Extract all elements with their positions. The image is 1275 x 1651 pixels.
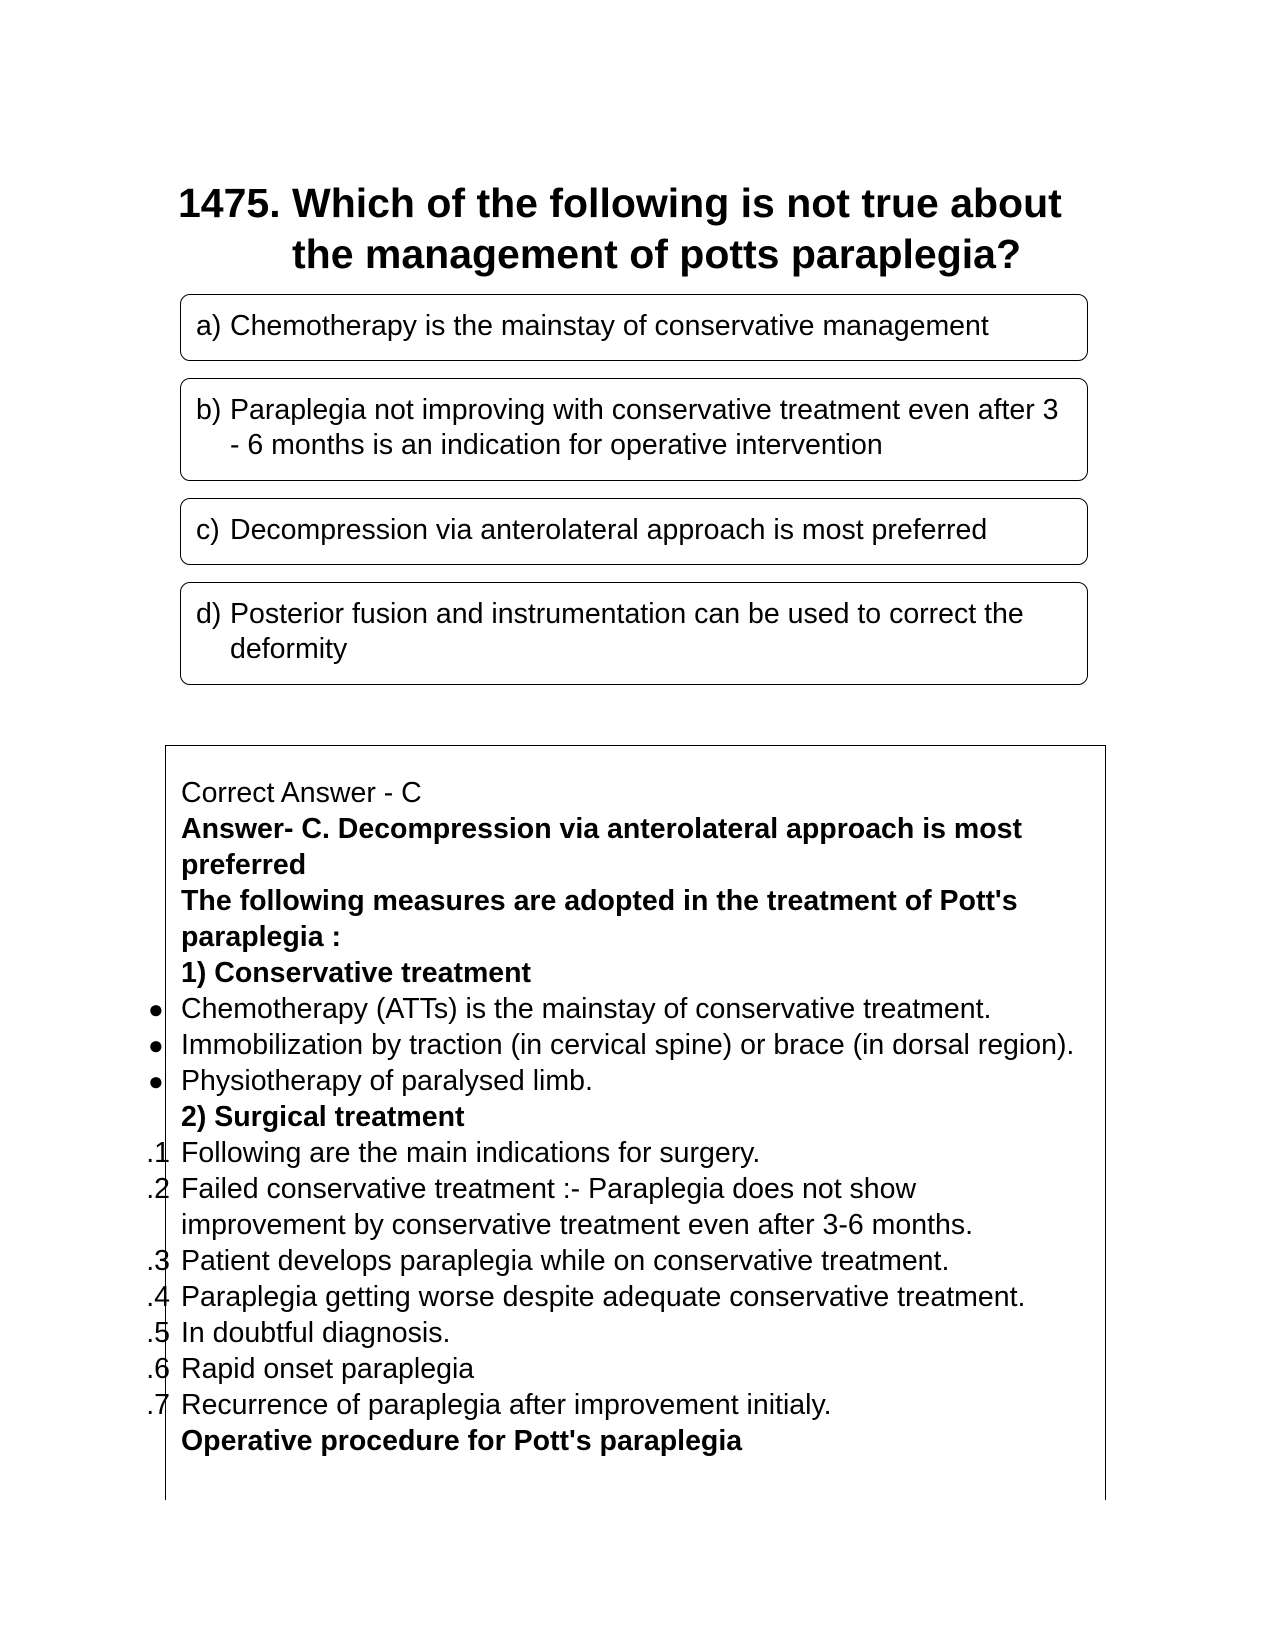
list-number: 6.	[146, 1353, 170, 1385]
option-d[interactable]	[180, 582, 1088, 685]
list-item-text: Paraplegia getting worse despite adequate conservative treatment.	[181, 1281, 1026, 1313]
list-item-text: Chemotherapy (ATTs) is the mainstay of conservative treatment.	[181, 993, 992, 1025]
list-item	[146, 1315, 1086, 1351]
option-text: Chemotherapy is the mainstay of conservative management	[230, 310, 989, 342]
list-number: 4.	[146, 1281, 170, 1313]
explanation-intro: The following measures are adopted in the treatment of Pott's paraplegia :	[181, 885, 1018, 953]
list-item	[146, 1171, 1086, 1243]
option-c[interactable]	[180, 498, 1088, 565]
option-letter: c)	[196, 514, 220, 546]
question-number: 1475.	[178, 180, 281, 226]
list-item-text: Following are the main indications for surgery.	[181, 1137, 761, 1169]
option-text: Paraplegia not improving with conservative treatment even after 3 - 6 months is an indication for operative intervention	[230, 394, 1059, 461]
bullet-icon: ●	[148, 1030, 164, 1060]
list-item	[148, 1063, 1086, 1099]
list-item	[146, 1387, 1086, 1423]
list-number: 2.	[146, 1173, 170, 1205]
bullet-icon: ●	[148, 994, 164, 1024]
list-item-text: Failed conservative treatment :- Paraplegia does not show improvement by conservative treatment even after 3-6 months.	[181, 1173, 974, 1241]
correct-answer-label: Correct Answer - C	[181, 777, 422, 809]
list-item	[148, 1027, 1086, 1063]
operative-heading: Operative procedure for Pott's paraplegia	[181, 1425, 743, 1457]
option-text: Decompression via anterolateral approach is most preferred	[230, 514, 988, 546]
option-a[interactable]	[180, 294, 1088, 361]
question-text: Which of the following is not true about the management of potts paraplegia?	[292, 180, 1062, 277]
option-b[interactable]	[180, 378, 1088, 481]
answer-line: Answer- C. Decompression via anterolateral approach is most preferred	[181, 813, 1023, 881]
list-item-text: Rapid onset paraplegia	[181, 1353, 475, 1385]
surgical-heading: 2) Surgical treatment	[181, 1101, 465, 1133]
list-item-text: Immobilization by traction (in cervical spine) or brace (in dorsal region).	[181, 1029, 1075, 1061]
option-letter: d)	[196, 598, 222, 630]
bullet-icon: ●	[148, 1066, 164, 1096]
list-item-text: Physiotherapy of paralysed limb.	[181, 1065, 593, 1097]
option-letter: a)	[196, 310, 222, 342]
list-number: 5.	[146, 1317, 170, 1349]
list-item	[146, 1135, 1086, 1171]
list-number: 1.	[146, 1137, 170, 1169]
list-item	[148, 991, 1086, 1027]
list-item	[146, 1279, 1086, 1315]
list-item	[146, 1243, 1086, 1279]
question-heading	[178, 178, 1098, 280]
option-letter: b)	[196, 394, 222, 426]
list-item-text: In doubtful diagnosis.	[181, 1317, 451, 1349]
list-item-text: Recurrence of paraplegia after improvement initialy.	[181, 1389, 832, 1421]
conservative-heading: 1) Conservative treatment	[181, 957, 532, 989]
list-item	[146, 1351, 1086, 1387]
list-number: 7.	[146, 1389, 170, 1421]
list-number: 3.	[146, 1245, 170, 1277]
option-text: Posterior fusion and instrumentation can be used to correct the deformity	[230, 598, 1024, 665]
list-item-text: Patient develops paraplegia while on conservative treatment.	[181, 1245, 950, 1277]
answer-explanation	[146, 775, 1086, 1459]
